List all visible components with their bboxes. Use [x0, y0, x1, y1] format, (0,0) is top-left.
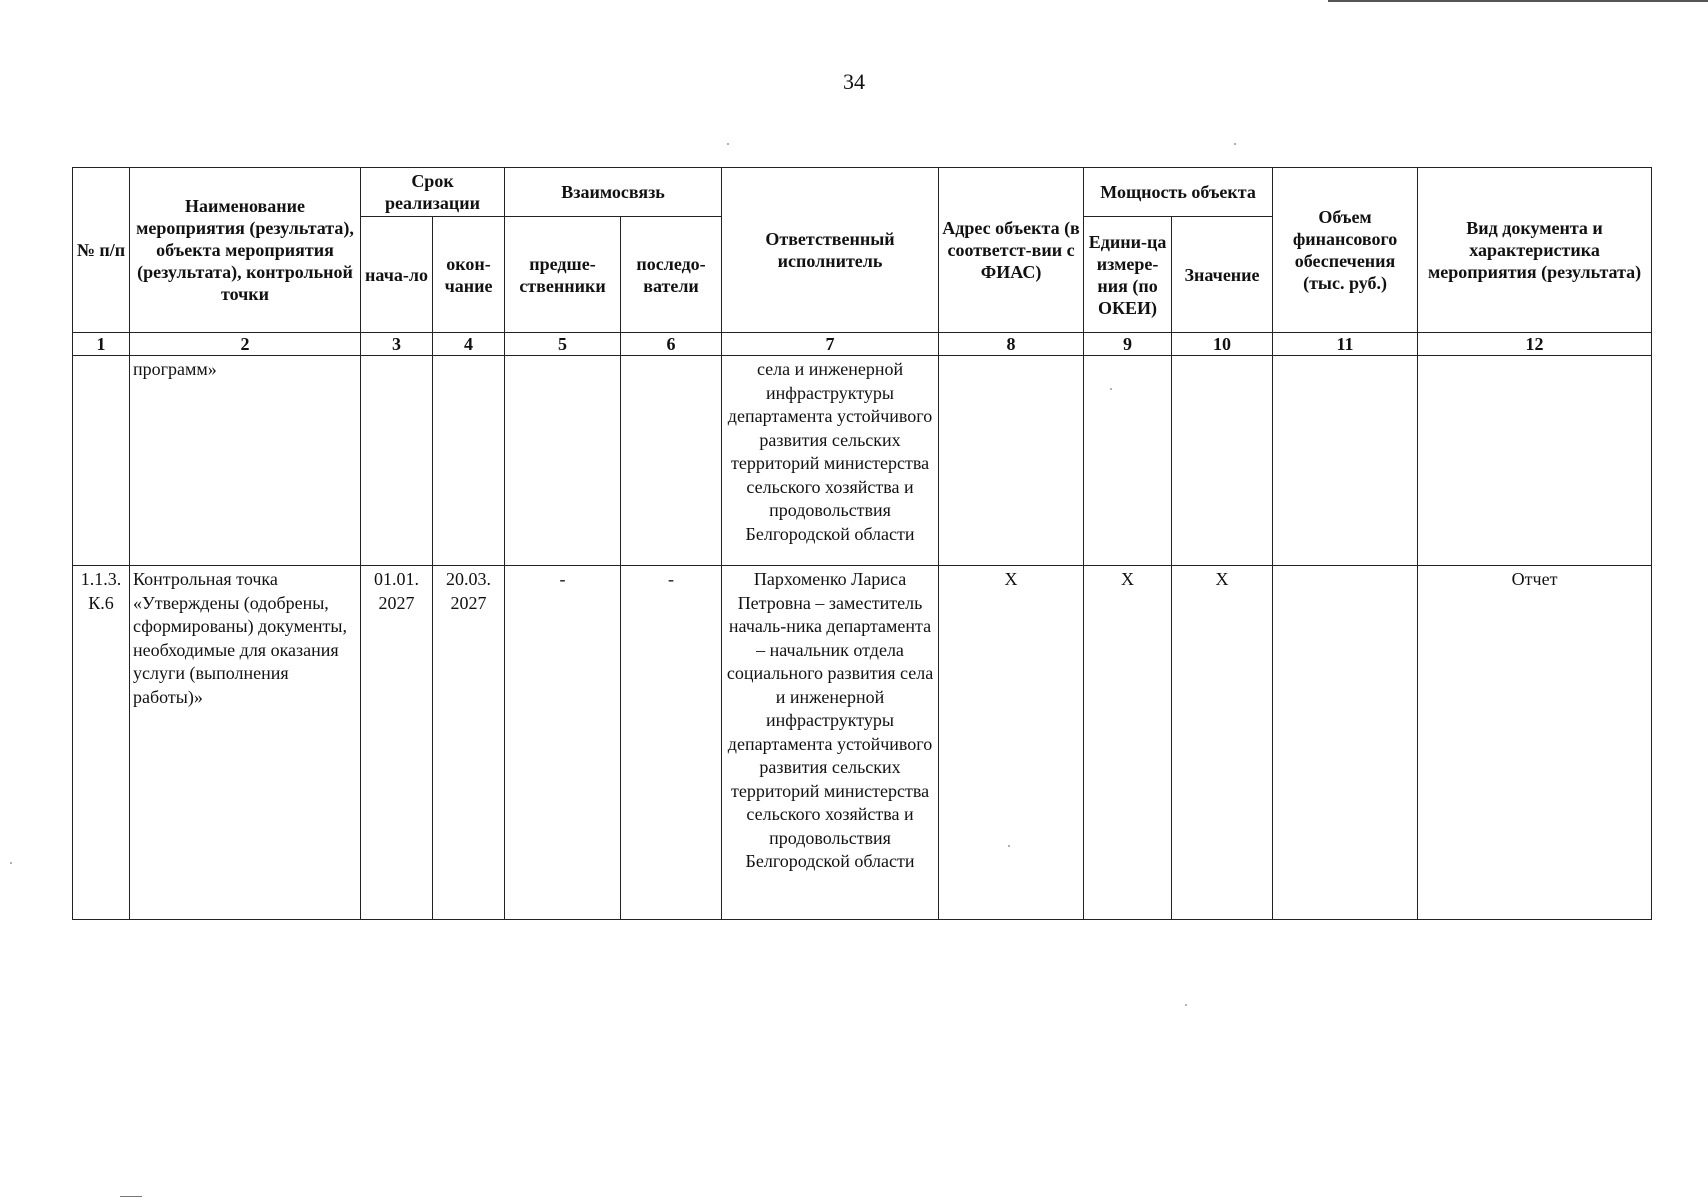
- cell-predecessors: [505, 356, 621, 566]
- col-number: 11: [1273, 333, 1418, 356]
- cell-funding: [1273, 566, 1418, 920]
- header-address: Адрес объекта (в соответст-вии с ФИАС): [939, 168, 1084, 333]
- cell-predecessors: -: [505, 566, 621, 920]
- scan-speck: [10, 862, 12, 864]
- header-capacity: Мощность объекта: [1084, 168, 1273, 217]
- table-row: [73, 566, 1652, 920]
- cell-successors: -: [621, 566, 722, 920]
- scan-mark: [120, 1196, 142, 1197]
- col-number: 1: [73, 333, 130, 356]
- col-number: 7: [722, 333, 939, 356]
- scan-speck: [1234, 143, 1236, 145]
- col-number: 9: [1084, 333, 1172, 356]
- header-period: Срок реализации: [361, 168, 505, 217]
- header-start: нача-ло: [361, 217, 433, 333]
- header-relation: Взаимосвязь: [505, 168, 722, 217]
- col-number: 2: [130, 333, 361, 356]
- cell-unit: Х: [1084, 566, 1172, 920]
- scan-speck: [727, 143, 729, 145]
- cell-funding: [1273, 356, 1418, 566]
- header-unit: Едини-ца измере-ния (по ОКЕИ): [1084, 217, 1172, 333]
- header-successors: последо-ватели: [621, 217, 722, 333]
- cell-responsible: села и инженерной инфраструктуры департамента устойчивого развития сельских территорий министерства сельского хозяйства и продовольствия Белгородской области: [722, 356, 939, 566]
- cell-start: [361, 356, 433, 566]
- cell-num: [73, 356, 130, 566]
- table-row: [73, 356, 1652, 566]
- cell-responsible: Пархоменко Лариса Петровна – заместитель началь-ника департамента – начальник отдела социального развития села и инженерной инфраструктуры департамента устойчивого развития сельских территорий министерства сельского хозяйства и продовольствия Белгородской области: [722, 566, 939, 920]
- header-name: Наименование мероприятия (результата), объекта мероприятия (результата), контрольной точки: [130, 168, 361, 333]
- col-number: 10: [1172, 333, 1273, 356]
- cell-doc-type: [1418, 356, 1652, 566]
- col-number: 5: [505, 333, 621, 356]
- cell-successors: [621, 356, 722, 566]
- cell-end: [433, 356, 505, 566]
- header-doc-type: Вид документа и характеристика мероприятия (результата): [1418, 168, 1652, 333]
- cell-address: Х: [939, 566, 1084, 920]
- col-number: 4: [433, 333, 505, 356]
- cell-name: Контрольная точка «Утверждены (одобрены, сформированы) документы, необходимые для оказания услуги (выполнения работы)»: [130, 566, 361, 920]
- col-number: 6: [621, 333, 722, 356]
- cell-num: 1.1.3. К.6: [73, 566, 130, 920]
- header-predecessors: предше-ственники: [505, 217, 621, 333]
- top-scan-rule: [1328, 0, 1708, 2]
- cell-start: 01.01. 2027: [361, 566, 433, 920]
- cell-unit: [1084, 356, 1172, 566]
- header-funding: Объем финансового обеспечения (тыс. руб.): [1273, 168, 1418, 333]
- col-number: 12: [1418, 333, 1652, 356]
- plan-table: [72, 167, 1652, 920]
- cell-doc-type: Отчет: [1418, 566, 1652, 920]
- header-value: Значение: [1172, 217, 1273, 333]
- cell-name: программ»: [130, 356, 361, 566]
- header-num: № п/п: [73, 168, 130, 333]
- header-end: окон-чание: [433, 217, 505, 333]
- header-responsible: Ответственный исполнитель: [722, 168, 939, 333]
- cell-address: [939, 356, 1084, 566]
- scan-speck: [1185, 1004, 1187, 1006]
- cell-value: [1172, 356, 1273, 566]
- header-row-top: [73, 168, 1652, 217]
- cell-end: 20.03. 2027: [433, 566, 505, 920]
- cell-value: Х: [1172, 566, 1273, 920]
- column-number-row: [73, 333, 1652, 356]
- col-number: 3: [361, 333, 433, 356]
- col-number: 8: [939, 333, 1084, 356]
- page-number: 34: [843, 69, 865, 94]
